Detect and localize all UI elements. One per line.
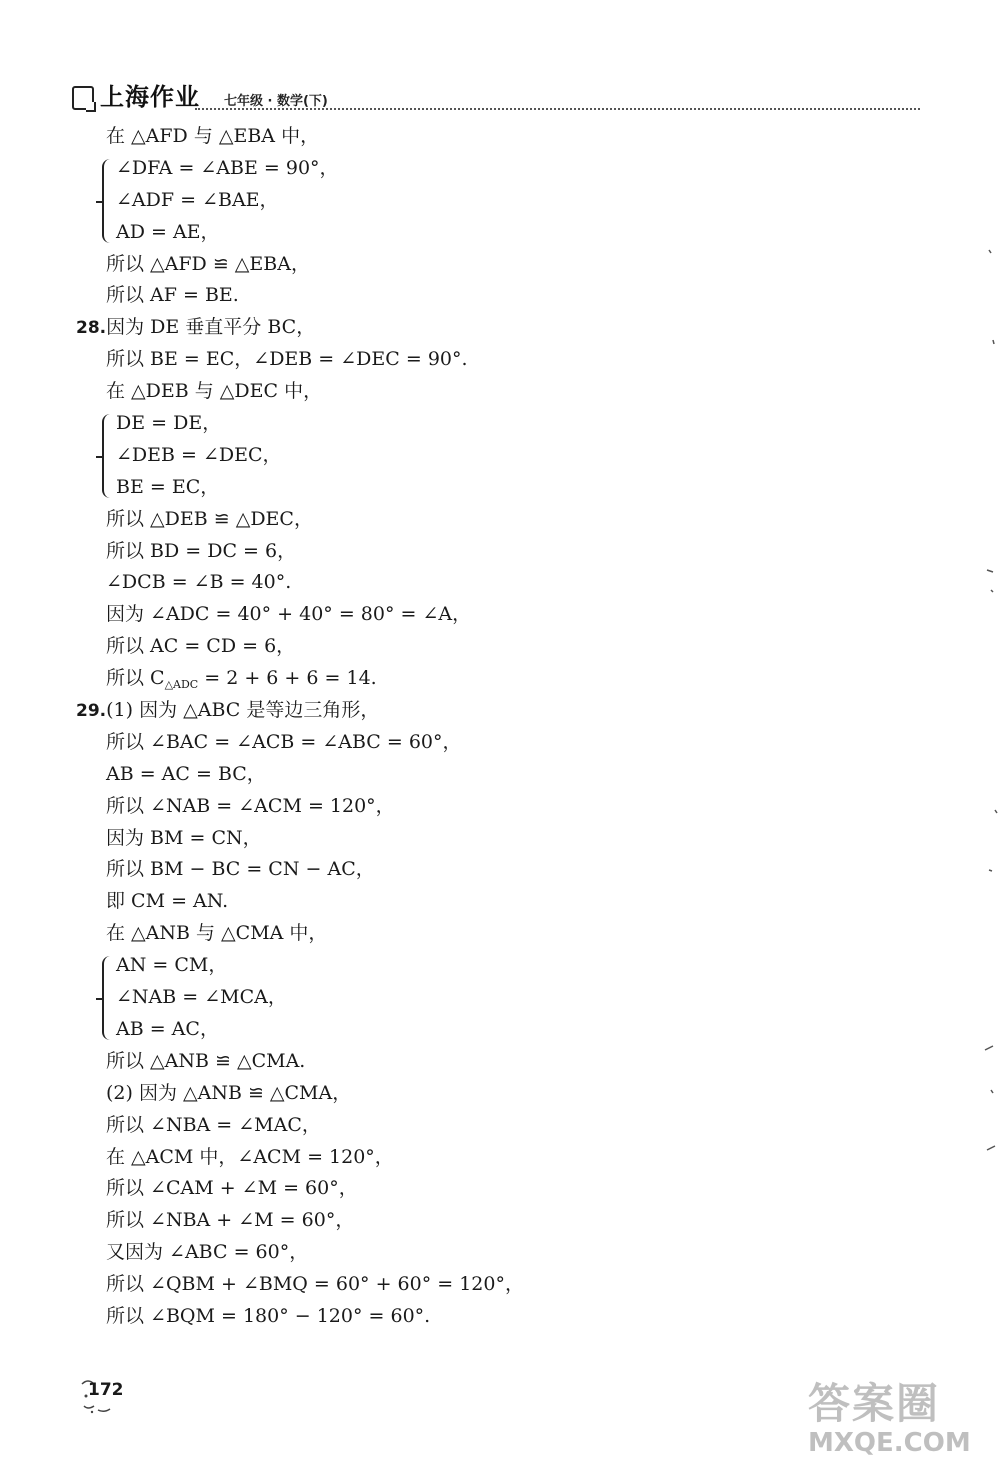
subscript: △ADC (164, 678, 199, 692)
text-line: 在 △AFD 与 △EBA 中， (106, 125, 320, 147)
scan-edge-marks (975, 230, 1000, 1180)
text-line: 所以 ∠NAB = ∠ACM = 120°， (106, 794, 395, 817)
watermark-url: MXQE.COM (808, 1428, 971, 1458)
text-line: 所以 ∠BQM = 180° − 120° = 60°. (106, 1304, 431, 1327)
text-line: 在 △DEB 与 △DEC 中， (106, 380, 323, 403)
text-line: = 2 + 6 + 6 = 14. (198, 667, 377, 690)
text-line: 所以 ∠NBA + ∠M = 60°， (106, 1209, 355, 1232)
text-line: 所以 △DEB ≌ △DEC， (106, 507, 313, 530)
text-line: AN = CM， (116, 954, 228, 977)
text-line: ∠DFA = ∠ABE = 90°， (116, 156, 339, 179)
text-line: 所以 AF = BE. (106, 284, 239, 307)
condition-group (76, 408, 926, 504)
text-line: 所以 △AFD ≌ △EBA， (106, 252, 310, 275)
perimeter-line (76, 663, 926, 695)
text-line: 所以 ∠BAC = ∠ACB = ∠ABC = 60°， (106, 730, 462, 753)
text-line: 所以 △ANB ≌ △CMA. (106, 1049, 306, 1072)
text-line: 又因为 ∠ABC = 60°， (106, 1241, 309, 1264)
text-line: 所以 ∠CAM + ∠M = 60°， (106, 1177, 358, 1200)
text-line: 因为 DE 垂直平分 BC， (106, 316, 316, 339)
condition-group (76, 153, 926, 249)
text-line: 所以 BD = DC = 6， (106, 539, 297, 562)
text-line: 所以 BE = EC，∠DEB = ∠DEC = 90°. (106, 348, 468, 371)
text-line: 所以 C (106, 667, 165, 690)
text-line: (2) 因为 △ANB ≌ △CMA， (106, 1081, 352, 1104)
site-watermark (808, 1380, 993, 1465)
brand-title: 上海作业 (100, 83, 200, 111)
text-line: 在 △ACM 中，∠ACM = 120°， (106, 1145, 394, 1168)
text-line: DE = DE， (116, 412, 222, 435)
text-line: 在 △ANB 与 △CMA 中， (106, 922, 328, 945)
text-line: 所以 ∠QBM + ∠BMQ = 60° + 60° = 120°， (106, 1273, 524, 1296)
text-line: (1) 因为 △ABC 是等边三角形， (106, 699, 380, 722)
problem-28-line (76, 312, 926, 344)
watermark-title: 答案圈 (808, 1379, 941, 1428)
text-line: 所以 ∠NBA = ∠MAC， (106, 1113, 321, 1136)
text-line: 所以 AC = CD = 6， (106, 635, 296, 658)
problem-29-line (76, 695, 926, 727)
text-line: BE = EC， (116, 475, 220, 498)
condition-group (76, 950, 926, 1046)
book-logo-icon (72, 86, 94, 110)
page-number: 172 (88, 1380, 124, 1400)
text-line: ∠DCB = ∠B = 40°. (106, 571, 292, 594)
header-subtitle: 七年级 · 数学(下) (224, 94, 328, 109)
text-line: ∠NAB = ∠MCA， (116, 986, 287, 1009)
text-line: 所以 BM − BC = CN − AC， (106, 858, 375, 881)
text-line: 因为 ∠ADC = 40° + 40° = 80° = ∠A， (106, 603, 472, 626)
solution-text (76, 121, 926, 1333)
text-line: 因为 BM = CN， (106, 826, 262, 849)
text-line: 即 CM = AN. (106, 890, 229, 913)
text-line: ∠ADF = ∠BAE， (116, 188, 279, 211)
problem-number: 28. (76, 318, 107, 339)
text-line: ∠DEB = ∠DEC， (116, 443, 282, 466)
text-line: AB = AC = BC， (106, 762, 266, 785)
text-line: AB = AC， (116, 1017, 219, 1040)
problem-number: 29. (76, 701, 107, 722)
header-divider (195, 108, 920, 110)
text-line: AD = AE， (116, 220, 220, 243)
